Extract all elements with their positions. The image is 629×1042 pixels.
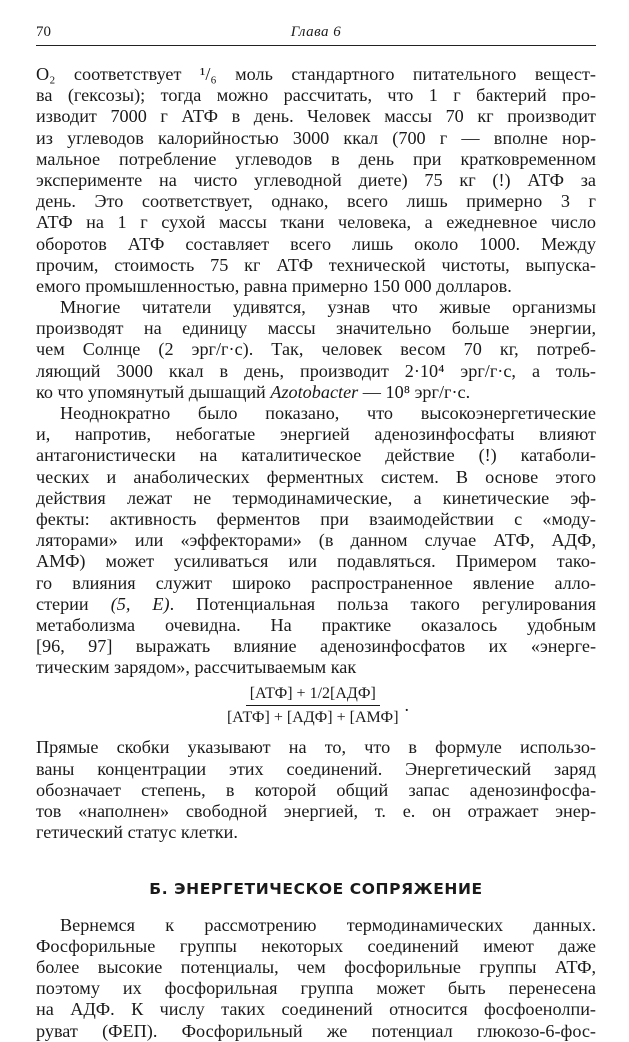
- text-line: тов «наполнен» свободной энергией, т. е. он отражает энер-: [36, 801, 596, 821]
- text-line: ва (гексозы); тогда можно рассчитать, что 1 г бактерий про-: [36, 85, 596, 106]
- paragraph-2: [36, 297, 596, 403]
- text-line: тическим зарядом», рассчитываемым как: [36, 657, 357, 678]
- paragraph-5: [36, 915, 596, 1042]
- text-span: — 10⁸ эрг/г·с.: [358, 381, 471, 402]
- formula-numerator: [АТФ] + 1/2[АДФ]: [246, 684, 380, 706]
- fraction: [223, 684, 403, 727]
- text-line: прочим, стоимость 75 кг АТФ технической чистоты, выпуска-: [36, 254, 596, 275]
- paragraph-4: [36, 737, 596, 843]
- reference: (5, E): [110, 593, 170, 614]
- paragraph-1: [36, 64, 596, 297]
- text-line: O₂ соответствует ¹/₆ моль стандартного питательного вещест-: [36, 64, 596, 84]
- text-line: ляторами» или «эффекторами» (в данном случае АТФ, АДФ,: [36, 530, 596, 551]
- book-page: [36, 22, 596, 1042]
- text-line: емого промышленностью, равна примерно 150 000 долларов.: [36, 275, 512, 296]
- text-line: гетический статус клетки.: [36, 822, 238, 843]
- text-line: метаболизма очевидна. На практике оказалось удобным: [36, 614, 596, 635]
- header-rule: [36, 45, 596, 46]
- formula-denominator: [АТФ] + [АДФ] + [АМФ]: [226, 709, 399, 727]
- text-line: на АДФ. К числу таких соединений относится фосфоенолпи-: [36, 999, 596, 1020]
- section-heading: Б. ЭНЕРГЕТИЧЕСКОЕ СОПРЯЖЕНИЕ: [149, 880, 483, 899]
- text-line: и, напротив, небогатые энергией аденозинфосфаты влияют: [36, 424, 596, 445]
- paragraph-3: [36, 403, 596, 678]
- text-span: ко что упомянутый дышащий: [36, 381, 271, 402]
- text-line: день. Это соответствует, однако, всего лишь примерно 3 г: [36, 191, 596, 212]
- text-line: изводит 7000 г АТФ в день. Человек массы 70 кг производит: [36, 106, 596, 127]
- text-line: фекты: активность ферментов при взаимодействии с «моду-: [36, 508, 596, 529]
- text-line: Вернемся к рассмотрению термодинамических данных.: [60, 914, 596, 935]
- text-span: стерии: [36, 593, 111, 614]
- text-line: ческих и анаболических ферментных систем. В основе этого: [36, 466, 596, 487]
- text-line: АМФ) может усиливаться или подавляться. Примером тако-: [36, 551, 596, 572]
- text-line: руват (ФЕП). Фосфорильный же потенциал глюкозо-6-фос-: [36, 1020, 596, 1041]
- text-line: ляющий 3000 ккал в день, производит 2·10⁴ эрг/г·с, а толь-: [36, 360, 596, 381]
- page-number: 70: [36, 24, 51, 40]
- text-line: чем Солнце (2 эрг/г·с). Так, человек весом 70 кг, потреб-: [36, 339, 596, 360]
- text-line: [96, 97] выражать влияние аденозинфосфатов их «энерге-: [36, 636, 596, 657]
- text-span: . Потенциальная польза такого регулирования: [169, 593, 596, 614]
- text-line: обозначает степень, в которой общий запас аденозинфосфа-: [36, 779, 596, 800]
- text-line: производят на единицу массы значительно больше энергии,: [36, 318, 596, 339]
- text-line: Многие читатели удивятся, узнав что живые организмы: [60, 297, 596, 318]
- text-line: действия лежат не термодинамические, а кинетические эф-: [36, 487, 596, 508]
- text-line: поэтому их фосфорильная группа может быть перенесена: [36, 978, 596, 999]
- text-line: [36, 382, 596, 403]
- text-line: Фосфорильные группы некоторых соединений имеют даже: [36, 935, 596, 956]
- text-line: АТФ на 1 г сухой массы ткани человека, а ежедневное число: [36, 212, 596, 233]
- running-head: Глава 6: [290, 24, 342, 40]
- text-line: антагонистически на каталитическое действие (!) катаболи-: [36, 445, 596, 466]
- body-text: [36, 64, 596, 1042]
- formula-end: .: [404, 695, 410, 716]
- text-line: мальное потребление углеводов в день при кратковременном: [36, 148, 596, 169]
- text-line: Неоднократно было показано, что высокоэнергетические: [60, 403, 596, 423]
- text-line: оборотов АТФ составляет всего лишь около 1000. Между: [36, 233, 596, 254]
- text-line: эксперименте на чисто углеводной диете) 75 кг (!) АТФ за: [36, 169, 596, 190]
- organism-name: Azotobacter: [270, 381, 359, 402]
- text-line: более высокие потенциалы, чем фосфорильные группы АТФ,: [36, 956, 596, 977]
- text-line: Прямые скобки указывают на то, что в формуле использо-: [36, 737, 596, 758]
- text-line: из углеводов калорийностью 3000 ккал (700 г — вполне нор-: [36, 127, 596, 148]
- page-header: [36, 22, 596, 42]
- text-line: [36, 594, 596, 615]
- text-line: го влияния служит широко распространенное явление алло-: [36, 572, 596, 593]
- text-line: ваны концентрации этих соединений. Энергетический заряд: [36, 758, 596, 779]
- energy-charge-formula: [36, 684, 596, 727]
